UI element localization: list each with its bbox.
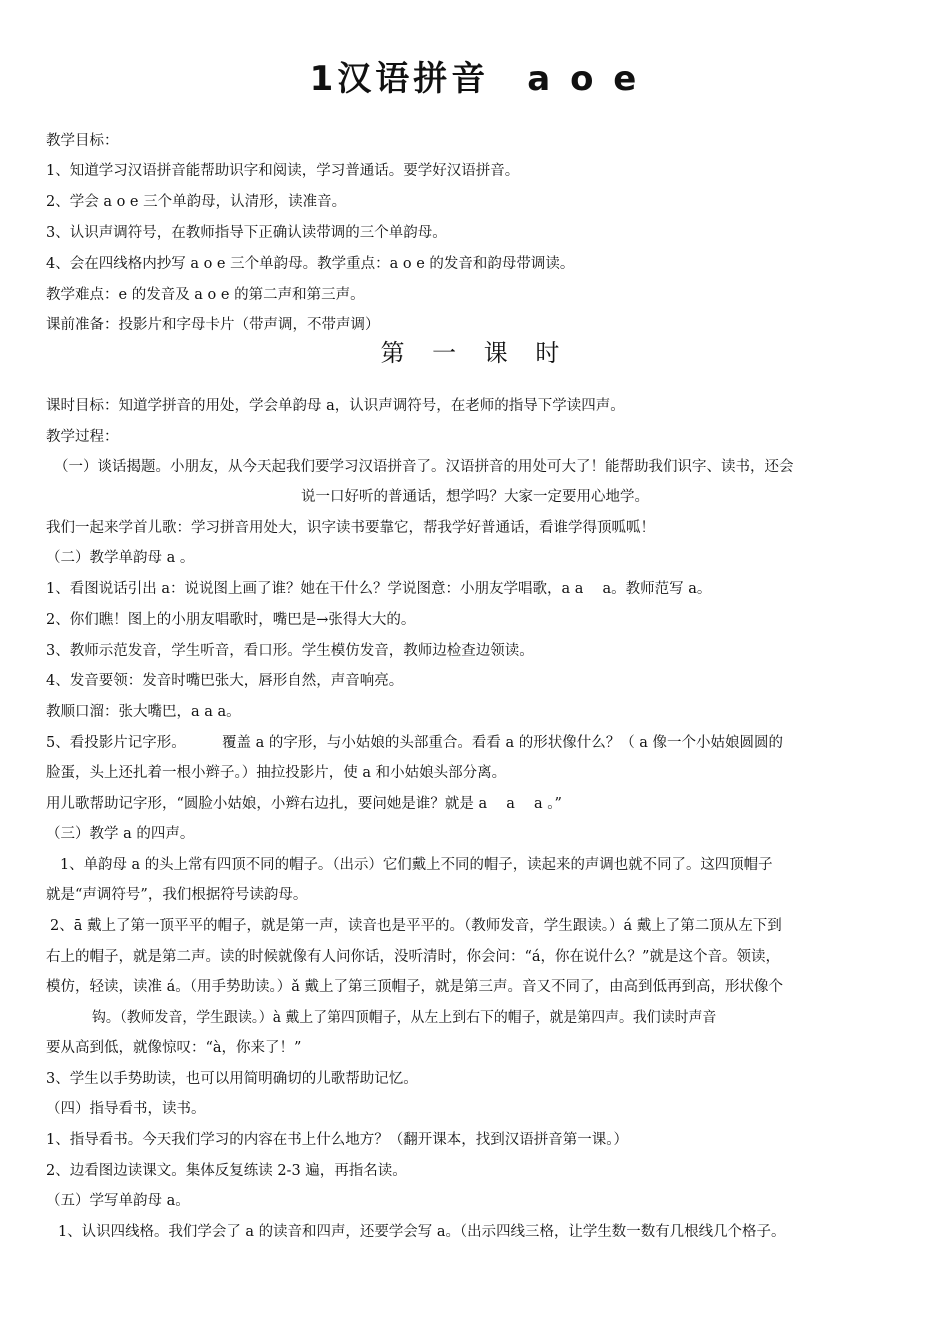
text-line: 右上的帽子，就是第二声。读的时候就像有人问你话，没听清时，你会问：“á，你在说什么？”就是这个音。领读，: [46, 949, 780, 965]
text-line: 教学目标：: [46, 133, 119, 149]
text-line: 2、ā 戴上了第一顶平平的帽子，就是第一声，读音也是平平的。（教师发音，学生跟读。）á 戴上了第二顶从左下到: [50, 918, 782, 934]
text-line: 模仿，轻读，读准 á。（用手势助读。）ǎ 戴上了第三顶帽子，就是第三声。音又不同了，由高到低再到高，形状像个: [46, 979, 784, 995]
text-line: 2、边看图边读课文。集体反复练读 2-3 遍，再指名读。: [46, 1163, 407, 1179]
text-line: （四）指导看书，读书。: [46, 1101, 206, 1117]
text-line: 3、教师示范发音，学生听音，看口形。学生模仿发音，教师边检查边领读。: [46, 643, 534, 659]
text-line: 1、看图说话引出 a：说说图上画了谁？她在干什么？学说图意：小朋友学唱歌，a a a。教师范写 a。: [46, 581, 712, 597]
text-line: 3、学生以手势助读，也可以用简明确切的儿歌帮助记忆。: [46, 1071, 418, 1087]
text-line: 脸蛋，头上还扎着一根小辫子。）抽拉投影片，使 a 和小姑娘头部分离。: [46, 765, 507, 781]
text-line: （五）学写单韵母 a。: [46, 1193, 190, 1209]
text-line: 1、单韵母 a 的头上常有四顶不同的帽子。（出示）它们戴上不同的帽子，读起来的声调也就不同了。这四顶帽子: [60, 857, 773, 873]
text-line: 1、知道学习汉语拼音能帮助识字和阅读，学习普通话。要学好汉语拼音。: [46, 163, 520, 179]
text-line: 课前准备：投影片和字母卡片（带声调，不带声调）: [46, 317, 380, 333]
text-line: 钩。（教师发音，学生跟读。）à 戴上了第四顶帽子，从左上到右下的帽子，就是第四声。我们读时声音: [92, 1010, 717, 1026]
text-line: 3、认识声调符号，在教师指导下正确认读带调的三个单韵母。: [46, 225, 447, 241]
lesson-title: 1汉语拼音 a o e: [309, 59, 641, 99]
text-line: 我们一起来学首儿歌：学习拼音用处大，识字读书要靠它，帮我学好普通话，看谁学得顶呱呱！: [46, 520, 655, 536]
text-line: 2、你们瞧！图上的小朋友唱歌时，嘴巴是→张得大大的。: [46, 612, 416, 628]
text-line: （三）教学 a 的四声。: [46, 826, 195, 842]
text-line: 2、学会 a o e 三个单韵母，认清形，读准音。: [46, 194, 347, 210]
text-line: （一）谈话揭题。小朋友，从今天起我们要学习汉语拼音了。汉语拼音的用处可大了！能帮助我们识字、读书，还会: [54, 459, 794, 475]
text-line: 4、会在四线格内抄写 a o e 三个单韵母。教学重点：a o e 的发音和韵母带调读。: [46, 256, 575, 272]
text-line: （二）教学单韵母 a 。: [46, 550, 195, 566]
text-line: 4、发音要领：发音时嘴巴张大，唇形自然，声音响亮。: [46, 673, 404, 689]
text-line: 教顺口溜：张大嘴巴，a a a。: [46, 704, 241, 720]
text-line: 1、指导看书。今天我们学习的内容在书上什么地方？（翻开课本，找到汉语拼音第一课。）: [46, 1132, 628, 1148]
text-line: 教学过程：: [46, 429, 119, 445]
text-line: 教学难点：e 的发音及 a o e 的第二声和第三声。: [46, 287, 365, 303]
text-line: 5、看投影片记字形。 覆盖 a 的字形，与小姑娘的头部重合。看看 a 的形状像什么？（ a 像一个小姑娘圆圆的: [46, 735, 784, 751]
text-line: 要从高到低，就像惊叹：“à，你来了！”: [46, 1040, 302, 1056]
section-title: 第 一 课 时: [380, 339, 570, 367]
text-line: 1、认识四线格。我们学会了 a 的读音和四声，还要学会写 a。（出示四线三格，让学生数一数有几根线几个格子。: [58, 1224, 786, 1240]
text-line: 就是“声调符号”，我们根据符号读韵母。: [46, 887, 308, 903]
text-line: 用儿歌帮助记字形，“圆脸小姑娘，小辫右边扎，要问她是谁？就是 a a a 。”: [46, 796, 562, 812]
text-line: 课时目标：知道学拼音的用处，学会单韵母 a，认识声调符号，在老师的指导下学读四声。: [46, 398, 625, 414]
text-line: 说一口好听的普通话，想学吗？大家一定要用心地学。: [301, 489, 649, 505]
